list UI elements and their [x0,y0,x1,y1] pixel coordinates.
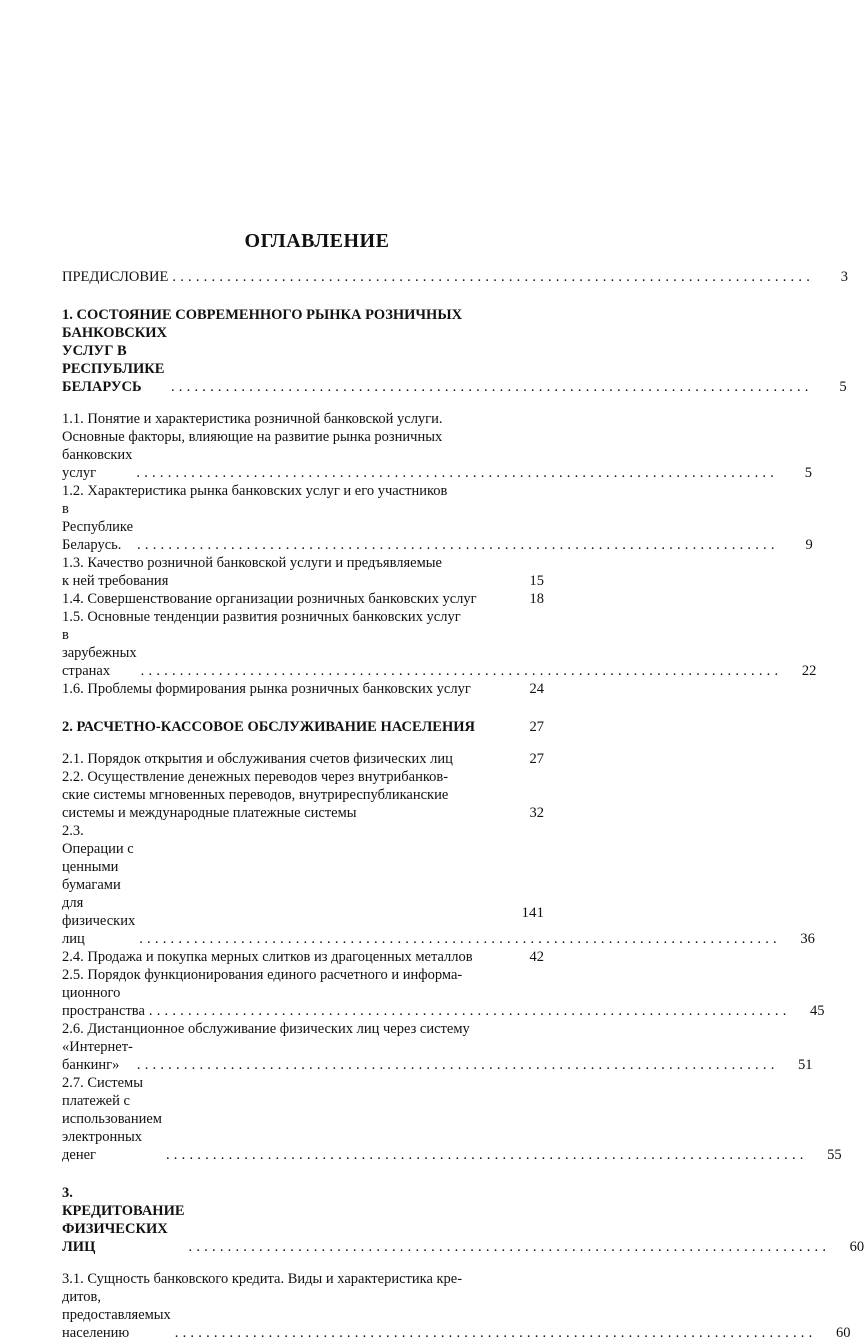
dot-leader: .................................................................................. [170,379,813,395]
toc-section-2-1 [62,750,544,768]
section-line: в Республике Беларусь. [62,501,134,553]
toc-page-number: 36 [800,931,815,947]
toc-section-2-5 [62,966,825,1020]
toc-page-number: 27 [529,751,544,767]
toc-section-1-5 [62,608,817,680]
toc-page-number: 15 [529,573,544,589]
section-line: в зарубежных странах [62,627,137,679]
section-line: 1.4. Совершенствование организации розничных банковских услуг [62,591,477,607]
toc-entry-label: ПРЕДИСЛОВИЕ [62,269,169,285]
toc-page-number: 60 [849,1239,864,1255]
dot-leader: .................................................................................. [174,1325,817,1341]
toc-section-2-2 [62,768,544,822]
section-line: ские системы мгновенных переводов, внутриреспубликанские [62,787,449,803]
section-line: 1.2. Характеристика рынка банковских услуг и его участников [62,483,448,499]
toc-chapter-1 [62,306,847,396]
section-line: к ней требования [62,573,169,589]
section-line: 1.6. Проблемы формирования рынка розничных банковских услуг [62,681,471,697]
table-of-contents [62,268,864,1342]
page-title: ОГЛАВЛЕНИЕ [244,230,390,252]
dot-leader: .................................................................................. [148,1003,791,1019]
toc-page-number: 24 [529,681,544,697]
toc-page-number: 51 [798,1057,813,1073]
toc-section-1-6 [62,680,544,698]
toc-entry-preface [62,268,849,286]
section-line: ционного пространства [62,985,145,1019]
toc-page-number: 3 [840,269,849,285]
toc-section-2-7 [62,1074,842,1164]
section-line: 2.7. Системы платежей с использованием электронных денег [62,1075,162,1163]
dot-leader: .................................................................................. [137,537,779,553]
section-line: дитов, предоставляемых населению [62,1289,171,1341]
toc-section-2-4 [62,948,544,966]
section-line: банковских услуг [62,447,133,481]
toc-page-number: 27 [529,719,544,735]
toc-page-number: 42 [529,949,544,965]
chapter-line: БАНКОВСКИХ УСЛУГ В РЕСПУБЛИКЕ БЕЛАРУСЬ [62,325,167,395]
section-line: 1.3. Качество розничной банковской услуги и предъявляемые [62,555,442,571]
toc-chapter-2 [62,718,544,736]
toc-chapter-3 [62,1184,864,1256]
section-line: «Интернет-банкинг» [62,1039,133,1073]
section-line: 3.1. Сущность банковского кредита. Виды и характеристика кре- [62,1271,463,1287]
toc-page-number: 9 [805,537,813,553]
section-line: 1.5. Основные тенденции развития розничных банковских услуг [62,609,461,625]
toc-page-number: 18 [529,591,544,607]
section-line: 2.3. Операции с ценными бумагами для физических лиц [62,823,136,947]
dot-leader: .................................................................................. [172,269,815,285]
toc-page-number: 60 [835,1325,851,1341]
toc-page-number: 32 [529,805,544,821]
section-line: системы и международные платежные системы [62,805,357,821]
dot-leader: .................................................................................. [140,663,783,679]
toc-section-1-1 [62,410,813,482]
toc-section-3-1 [62,1270,851,1342]
section-line: 2.5. Порядок функционирования единого расчетного и информа- [62,967,463,983]
dot-leader: .................................................................................. [136,465,779,481]
toc-section-2-3 [62,822,815,948]
chapter-line: 1. СОСТОЯНИЕ СОВРЕМЕННОГО РЫНКА РОЗНИЧНЫХ [62,307,463,323]
toc-page-number: 5 [804,465,813,481]
dot-leader: .................................................................................. [139,931,781,947]
page-number: 141 [521,905,544,921]
section-line: Основные факторы, влияющие на развитие рынка розничных [62,429,443,445]
chapter-line: 2. РАСЧЕТНО-КАССОВОЕ ОБСЛУЖИВАНИЕ НАСЕЛЕНИЯ [62,719,475,735]
dot-leader: .................................................................................. [165,1147,808,1163]
toc-section-1-2 [62,482,813,554]
toc-section-2-6 [62,1020,813,1074]
dot-leader: .................................................................................. [188,1239,831,1255]
toc-page-number: 45 [810,1003,825,1019]
section-line: 1.1. Понятие и характеристика розничной банковской услуги. [62,411,443,427]
section-line: 2.6. Дистанционное обслуживание физических лиц через систему [62,1021,470,1037]
section-line: 2.4. Продажа и покупка мерных слитков из драгоценных металлов [62,949,473,965]
toc-page-number: 22 [801,663,817,679]
chapter-line: 3. КРЕДИТОВАНИЕ ФИЗИЧЕСКИХ ЛИЦ [62,1185,185,1255]
toc-section-1-3 [62,554,544,590]
dot-leader: .................................................................................. [136,1057,779,1073]
toc-section-1-4 [62,590,544,608]
toc-page-number: 5 [839,379,847,395]
section-line: 2.1. Порядок открытия и обслуживания счетов физических лиц [62,751,453,767]
toc-page-number: 55 [827,1147,842,1163]
section-line: 2.2. Осуществление денежных переводов через внутрибанков- [62,769,449,785]
